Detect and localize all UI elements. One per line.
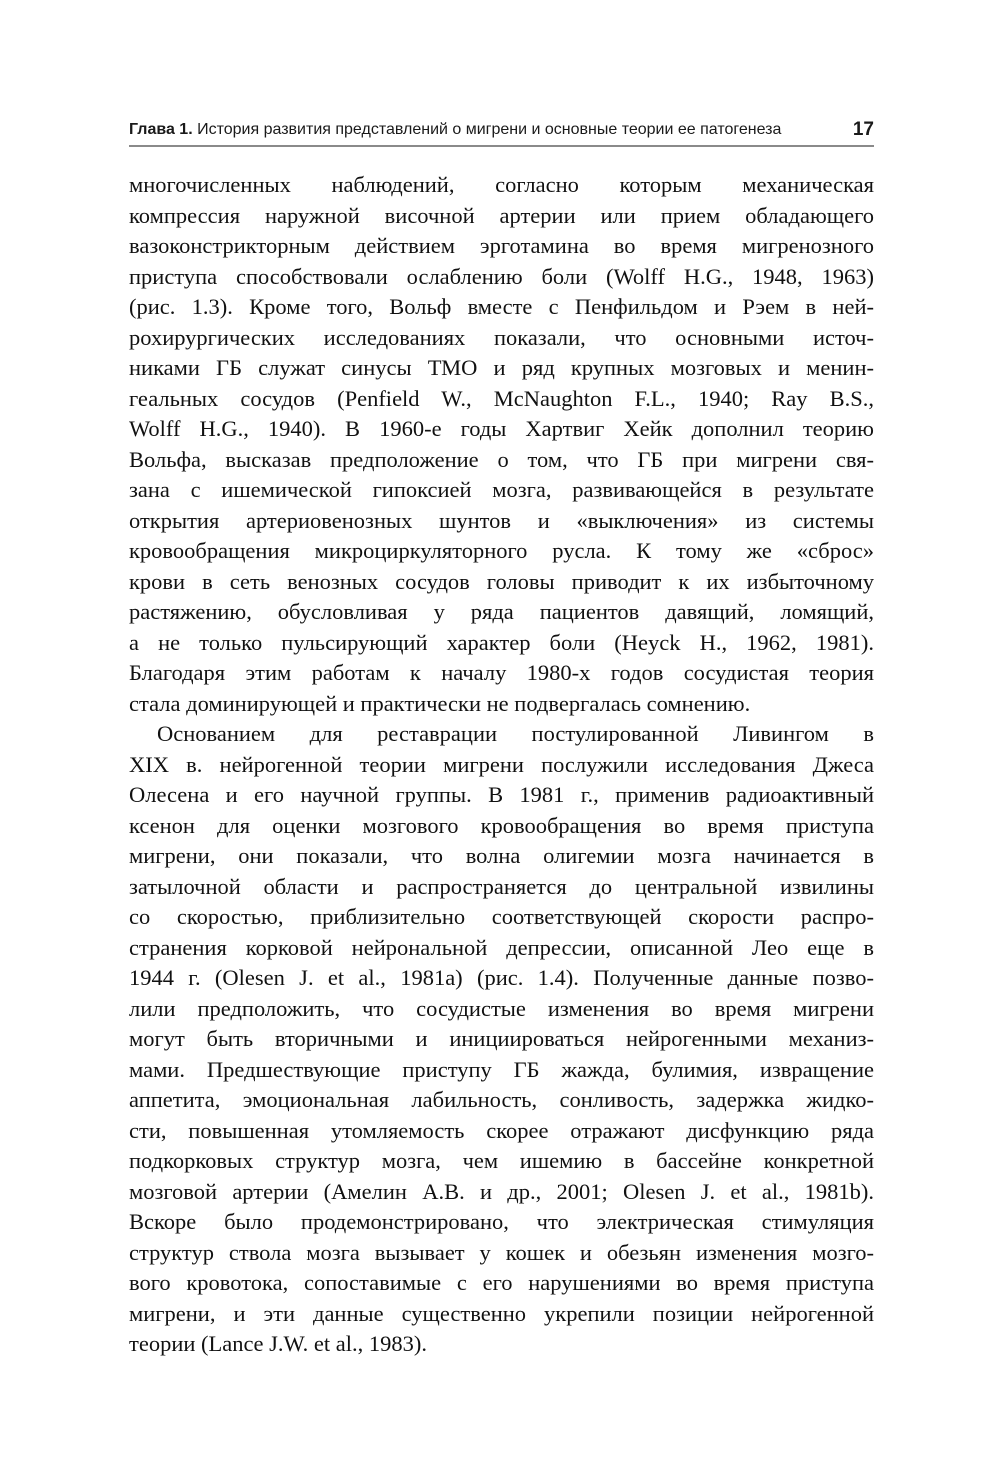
text-line: крови в сеть венозных сосудов головы приводит к их избыточному (129, 568, 874, 594)
text-line: сти, повышенная утомляемость скорее отражают дисфункцию ряда (129, 1117, 874, 1143)
text-line: а не только пульсирующий характер боли (Heyck H., 1962, 1981). (129, 629, 874, 655)
text-line: многочисленных наблюдений, согласно которым механическая (129, 172, 874, 197)
text-line: мами. Предшествующие приступу ГБ жажда, булимия, извращение (129, 1056, 874, 1082)
text-line: структур ствола мозга вызывает у кошек и обезьян изменения мозго- (129, 1239, 874, 1265)
paragraph-1 (129, 170, 874, 719)
chapter-heading (129, 121, 781, 139)
text-line: вазоконстрикторным действием эрготамина во время мигренозного (129, 233, 874, 258)
text-line: кровообращения микроциркуляторного русла. К тому же «сброс» (129, 538, 874, 563)
text-line: приступа способствовали ослаблению боли (Wolff H.G., 1948, 1963) (129, 263, 874, 289)
text-line: подкорковых структур мозга, чем ишемию в бассейне конкретной (129, 1148, 874, 1173)
chapter-label: Глава 1. (129, 121, 193, 138)
text-line: зана с ишемической гипоксией мозга, развивающейся в результате (129, 477, 874, 502)
text-line: мозговой артерии (Амелин А.В. и др., 2001; Olesen J. et al., 1981b). (129, 1178, 874, 1204)
text-line: стала доминирующей и практически не подвергалась сомнению. (129, 690, 751, 716)
chapter-title: История развития представлений о мигрени и основные теории ее патогенеза (197, 121, 782, 138)
text-line: 1944 г. (Olesen J. et al., 1981a) (рис. 1.4). Полученные данные позво- (129, 965, 874, 990)
text-line: могут быть вторичными и инициироваться нейрогенными механиз- (129, 1026, 874, 1051)
text-line: компрессия наружной височной артерии или прием обладающего (129, 202, 874, 228)
text-line: Вскоре было продемонстрировано, что электрическая стимуляция (129, 1209, 874, 1234)
text-line: Олесена и его научной группы. В 1981 г., применив радиоактивный (129, 782, 874, 807)
text-line: Wolff H.G., 1940). В 1960-е годы Хартвиг Хейк дополнил теорию (129, 416, 874, 441)
text-line: рохирургических исследованиях показали, что основными источ- (129, 324, 874, 350)
text-line: аппетита, эмоциональная лабильность, сонливость, задержка жидко- (129, 1087, 874, 1112)
page-number: 17 (852, 119, 874, 140)
text-line: мигрени, и эти данные существенно укрепили позиции нейрогенной (129, 1300, 874, 1326)
text-line: открытия артериовенозных шунтов и «выключения» из системы (129, 507, 874, 533)
paragraph-2 (129, 719, 874, 1360)
text-line: вого кровотока, сопоставимые с его нарушениями во время приступа (129, 1270, 874, 1295)
text-line: лили предположить, что сосудистые изменения во время мигрени (129, 995, 874, 1021)
text-line: ксенон для оценки мозгового кровообращения во время приступа (129, 812, 874, 838)
text-line: со скоростью, приблизительно соответствующей скорости распро- (129, 904, 874, 929)
text-line: мигрени, они показали, что волна олигемии мозга начинается в (129, 843, 874, 868)
text-line: затылочной области и распространяется до центральной извилины (129, 873, 874, 899)
text-line: (рис. 1.3). Кроме того, Вольф вместе с Пенфильдом и Рэем в ней- (129, 294, 874, 319)
text-line: Вольфа, высказав предположение о том, что ГБ при мигрени свя- (129, 446, 874, 472)
text-line: растяжению, обусловливая у ряда пациентов давящий, ломящий, (129, 599, 874, 624)
text-line: никами ГБ служат синусы ТМО и ряд крупных мозговых и менин- (129, 355, 874, 380)
text-line: геальных сосудов (Penfield W., McNaughton F.L., 1940; Ray B.S., (129, 385, 874, 411)
running-header (129, 119, 874, 147)
text-line: теории (Lance J.W. et al., 1983). (129, 1331, 427, 1356)
text-line: Благодаря этим работам к началу 1980-х годов сосудистая теория (129, 660, 874, 685)
body-text (129, 170, 874, 1360)
text-line: XIX в. нейрогенной теории мигрени послужили исследования Джеса (129, 751, 874, 777)
text-line: странения корковой нейрональной депрессии, описанной Лео еще в (129, 934, 874, 960)
text-line: Основанием для реставрации постулированной Ливингом в (157, 721, 874, 746)
